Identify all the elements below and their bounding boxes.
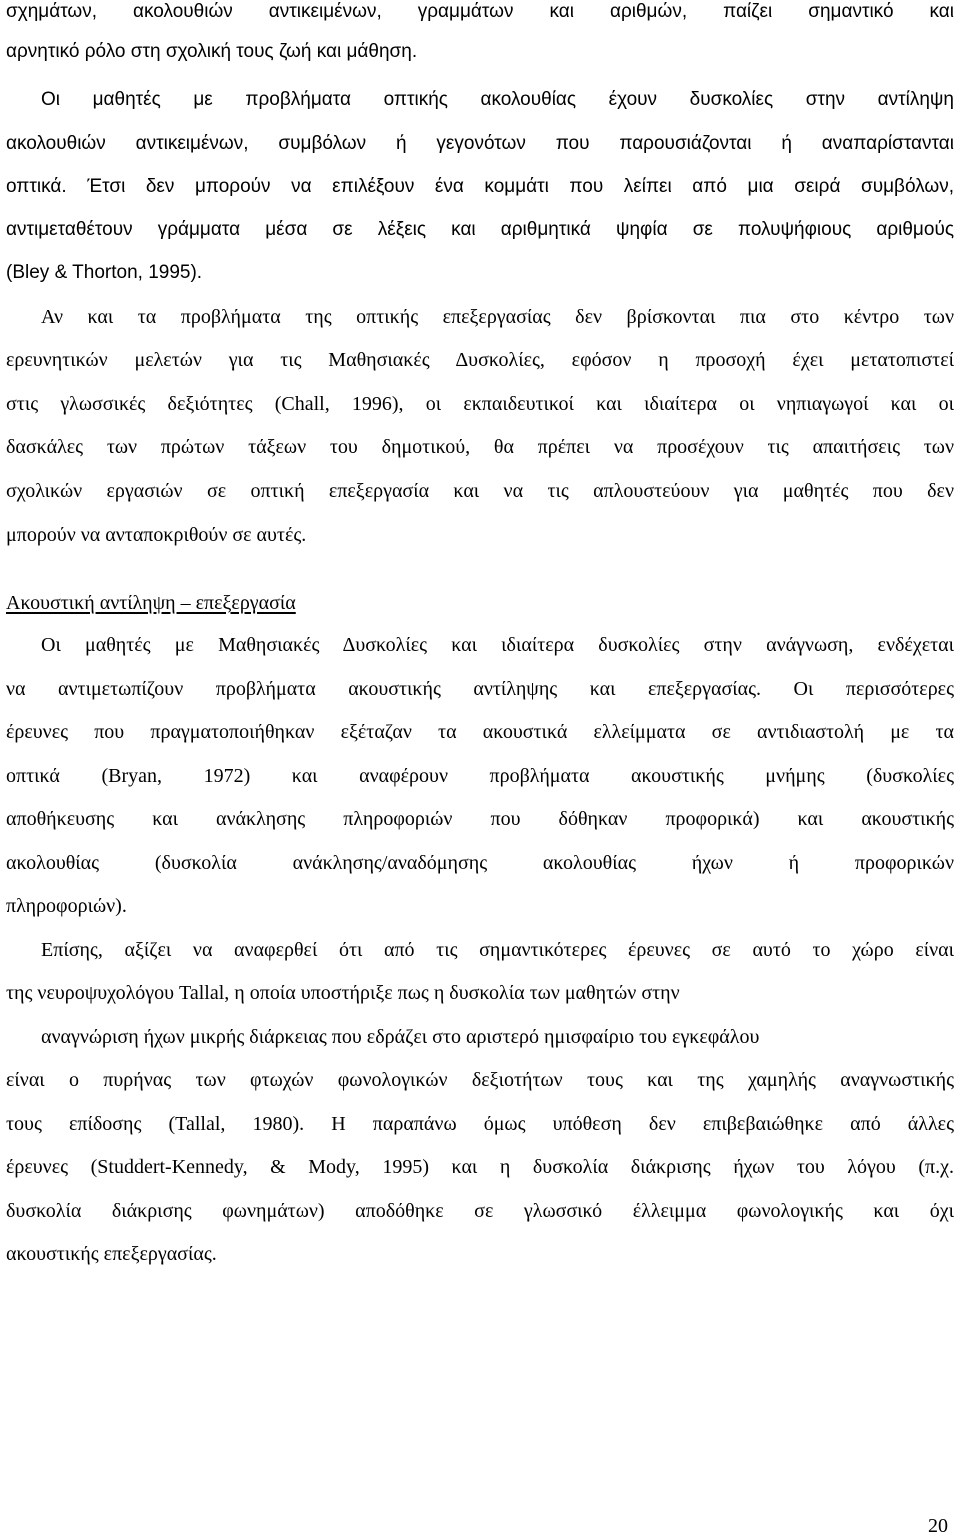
page-number: 20	[928, 1515, 948, 1537]
text-line: σχημάτων, ακολουθιών αντικειμένων, γραμμάτων και αριθμών, παίζει σημαντικό και	[6, 1, 954, 22]
text-line: έρευνες που πραγματοποιήθηκαν εξέταζαν τα ακουστικά ελλείμματα σε αντιδιαστολή με τα	[6, 721, 954, 743]
text-line: της νευροψυχολόγου Tallal, η οποία υποστήριξε πως η δυσκολία των μαθητών στην	[6, 982, 680, 1004]
text-line: αναγνώριση ήχων μικρής διάρκειας που εδράζει στο αριστερό ημισφαίριο του εγκεφάλου	[41, 1026, 760, 1048]
text-line: πληροφοριών).	[6, 895, 127, 917]
text-line: είναι ο πυρήνας των φτωχών φωνολογικών δεξιοτήτων τους και της χαμηλής αναγνωστικής	[6, 1069, 954, 1091]
text-line: Οι μαθητές με Μαθησιακές Δυσκολίες και ιδιαίτερα δυσκολίες στην ανάγνωση, ενδέχεται	[41, 634, 954, 656]
text-line: Επίσης, αξίζει να αναφερθεί ότι από τις σημαντικότερες έρευνες σε αυτό το χώρο είναι	[41, 939, 954, 961]
text-line: σχολικών εργασιών σε οπτική επεξεργασία και να τις απλουστεύουν για μαθητές που δεν	[6, 480, 954, 502]
text-line: ακολουθιών αντικειμένων, συμβόλων ή γεγονότων που παρουσιάζονται ή αναπαρίστανται	[6, 133, 954, 154]
text-line: τους επίδοσης (Tallal, 1980). Η παραπάνω όμως υπόθεση δεν επιβεβαιώθηκε από άλλες	[6, 1113, 954, 1135]
text-line: ακουστικής επεξεργασίας.	[6, 1243, 217, 1265]
text-line: Αν και τα προβλήματα της οπτικής επεξεργασίας δεν βρίσκονται πια στο κέντρο των	[41, 306, 954, 328]
text-line: Οι μαθητές με προβλήματα οπτικής ακολουθίας έχουν δυσκολίες στην αντίληψη	[41, 89, 954, 110]
text-line: δασκάλες των πρώτων τάξεων του δημοτικού, θα πρέπει να προσέχουν τις απαιτήσεις των	[6, 436, 954, 458]
text-line: αρνητικό ρόλο στη σχολική τους ζωή και μάθηση.	[6, 41, 418, 62]
text-line: αντιμεταθέτουν γράμματα μέσα σε λέξεις και αριθμητικά ψηφία σε πολυψήφιους αριθμούς	[6, 219, 954, 240]
text-line: να αντιμετωπίζουν προβλήματα ακουστικής αντίληψης και επεξεργασίας. Οι περισσότερες	[6, 678, 954, 700]
text-line: αποθήκευσης και ανάκλησης πληροφοριών που δόθηκαν προφορικά) και ακουστικής	[6, 808, 954, 830]
text-line: (Bley & Thorton, 1995).	[6, 262, 203, 283]
text-line: ερευνητικών μελετών για τις Μαθησιακές Δυσκολίες, εφόσον η προσοχή έχει μετατοπιστεί	[6, 349, 954, 371]
text-line: οπτικά (Bryan, 1972) και αναφέρουν προβλήματα ακουστικής μνήμης (δυσκολίες	[6, 765, 954, 787]
text-line: έρευνες (Studdert-Kennedy, & Mody, 1995) και η δυσκολία διάκρισης ήχων του λόγου (π.χ.	[6, 1156, 954, 1178]
text-line: οπτικά. Έτσι δεν μπορούν να επιλέξουν ένα κομμάτι που λείπει από μια σειρά συμβόλων,	[6, 176, 954, 197]
text-line: ακολουθίας (δυσκολία ανάκλησης/αναδόμησης ακολουθίας ήχων ή προφορικών	[6, 852, 954, 874]
text-line: στις γλωσσικές δεξιότητες (Chall, 1996), οι εκπαιδευτικοί και ιδιαίτερα οι νηπιαγωγοί και οι	[6, 393, 954, 415]
text-line: μπορούν να ανταποκριθούν σε αυτές.	[6, 524, 307, 546]
text-line: δυσκολία διάκρισης φωνημάτων) αποδόθηκε σε γλωσσικό έλλειμμα φωνολογικής και όχι	[6, 1200, 954, 1222]
section-heading: Ακουστική αντίληψη – επεξεργασία	[6, 592, 296, 614]
